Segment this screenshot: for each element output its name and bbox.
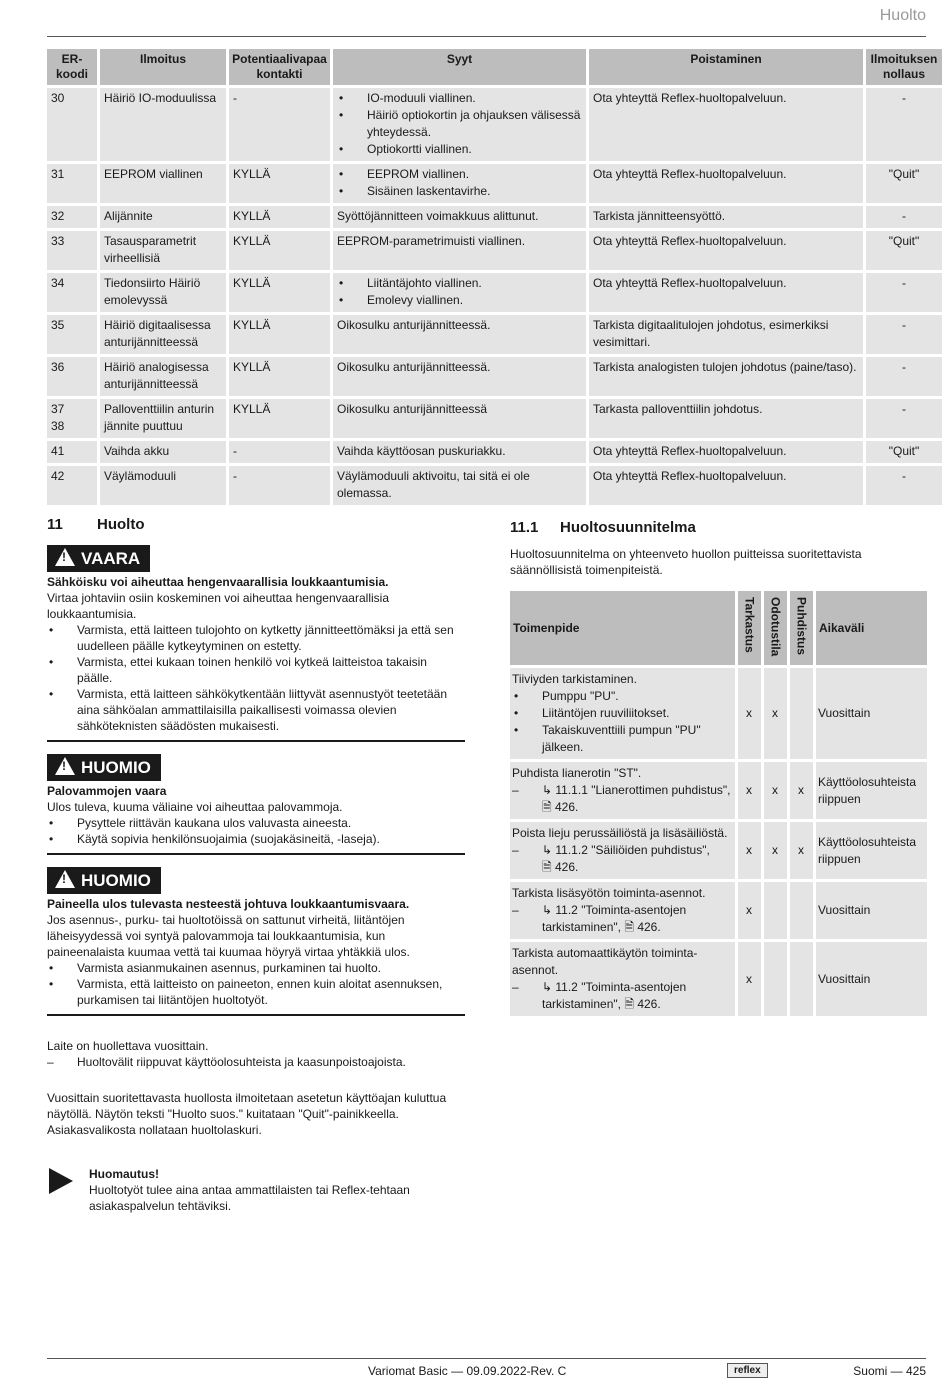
maintenance-plan-table <box>507 588 930 1019</box>
cross-reference-icon: ↳ <box>542 783 556 797</box>
cell-fix: Tarkista analogisten tulojen johdotus (paine/taso). <box>589 357 863 396</box>
col-header: Ilmoituksen nollaus <box>866 49 942 85</box>
cell-code: 36 <box>47 357 97 396</box>
cell-causes <box>333 88 586 161</box>
warning-title: Palovammojen vaara <box>47 784 167 798</box>
table-header-row <box>47 49 942 85</box>
list-item: • Käytä sopivia henkilönsuojaimia (suojakäsineitä, -laseja). <box>47 831 465 847</box>
cell-interval: Vuosittain <box>816 942 927 1016</box>
list-item: • Takaiskuventtiili pumpun "PU" jälkeen. <box>512 722 732 756</box>
warning-text: Virtaa johtaviin osiin koskeminen voi aiheuttaa hengenvaarallisia loukkaantumisia. <box>47 591 389 621</box>
caution-notice <box>47 754 465 855</box>
cell-task: Tarkista lisäsyötön toiminta-asennot. – ↳ 11.2 "Toiminta-asentojen tarkistaminen", 🗎 426. <box>510 882 735 939</box>
cell-contact: KYLLÄ <box>229 164 330 203</box>
list-item: • Pysyttele riittävän kaukana ulos valuvasta aineesta. <box>47 815 465 831</box>
note-box <box>47 1166 465 1214</box>
arrow-icon <box>49 1168 73 1194</box>
col-header: Toimenpide <box>510 591 735 665</box>
cell-task: Poista lieju perussäiliöstä ja lisäsäiliöstä. – ↳ 11.1.2 "Säiliöiden puhdistus", 🗎 426. <box>510 822 735 879</box>
cell-cause: Oikosulku anturijännitteessä. <box>333 315 586 354</box>
cell-code: 31 <box>47 164 97 203</box>
cell-check: x <box>738 882 761 939</box>
col-header: Potentiaalivapaa kontakti <box>229 49 330 85</box>
table-row <box>47 231 942 270</box>
intro-text: Huoltosuunnitelma on yhteenveto huollon puitteissa suoritettavista säännöllisistä toimenpiteistä. <box>510 547 862 577</box>
table-row <box>47 88 942 161</box>
list-item: • IO-moduuli viallinen. <box>337 90 582 107</box>
cell-reset: - <box>866 273 942 312</box>
warning-badge: !VAARA <box>47 545 150 572</box>
section-11 <box>47 515 465 1214</box>
running-header: Huolto <box>879 7 926 24</box>
list-item: – ↳ 11.1.2 "Säiliöiden puhdistus", 🗎 426. <box>512 842 732 876</box>
table-row <box>47 164 942 203</box>
cell-standby: x <box>764 822 787 879</box>
cell-clean <box>790 942 813 1016</box>
cell-cause: Oikosulku anturijännitteessä. <box>333 357 586 396</box>
cell-message: Häiriö IO-moduulissa <box>100 88 226 161</box>
list-item: • Varmista, että laitteen sähkökytkentään liittyvät asennustyöt teetetään aina sähköalan ammattilaisilla paikallisesti voimassa olevien sähköteknisten säädösten mukaisesti. <box>47 686 465 734</box>
col-header: Poistaminen <box>589 49 863 85</box>
cell-code: 35 <box>47 315 97 354</box>
table-row <box>47 357 942 396</box>
cell-message: Vaihda akku <box>100 441 226 463</box>
cell-cause: Syöttöjännitteen voimakkuus alittunut. <box>333 206 586 228</box>
col-header: Ilmoitus <box>100 49 226 85</box>
cell-task: Puhdista lianerotin "ST". – ↳ 11.1.1 "Lianerottimen puhdistus", 🗎 426. <box>510 762 735 819</box>
warning-triangle-icon <box>55 757 75 775</box>
note-text: Huoltotyöt tulee aina antaa ammattilaisten tai Reflex-tehtaan asiakaspalvelun tehtäviksi. <box>89 1183 410 1213</box>
cell-cause: EEPROM-parametrimuisti viallinen. <box>333 231 586 270</box>
col-header: Syyt <box>333 49 586 85</box>
cell-check: x <box>738 942 761 1016</box>
cell-causes <box>333 273 586 312</box>
cell-fix: Ota yhteyttä Reflex-huoltopalveluun. <box>589 273 863 312</box>
list-item: – ↳ 11.2 "Toiminta-asentojen tarkistaminen", 🗎 426. <box>512 979 732 1013</box>
caution-notice <box>47 867 465 1016</box>
table-row <box>47 273 942 312</box>
cell-code: 32 <box>47 206 97 228</box>
cell-reset: - <box>866 466 942 505</box>
list-item: • Häiriö optiokortin ja ohjauksen välisessä yhteydessä. <box>337 107 582 141</box>
cell-fix: Ota yhteyttä Reflex-huoltopalveluun. <box>589 231 863 270</box>
cell-message: Väylämoduuli <box>100 466 226 505</box>
list-item: • Liitäntäjohto viallinen. <box>337 275 582 292</box>
cell-interval: Käyttöolosuhteista riippuen <box>816 762 927 819</box>
cell-causes <box>333 164 586 203</box>
cell-message: Palloventtiilin anturin jännite puuttuu <box>100 399 226 438</box>
warning-text: Ulos tuleva, kuuma väliaine voi aiheuttaa palovammoja. <box>47 800 343 814</box>
cell-clean <box>790 882 813 939</box>
warning-title: Sähköisku voi aiheuttaa hengenvaarallisia loukkaantumisia. <box>47 575 389 589</box>
cell-standby <box>764 942 787 1016</box>
table-header-row <box>510 591 927 665</box>
cell-fix: Ota yhteyttä Reflex-huoltopalveluun. <box>589 88 863 161</box>
page-icon: 🗎 <box>624 997 634 1011</box>
cell-contact: KYLLÄ <box>229 206 330 228</box>
cell-check: x <box>738 822 761 879</box>
cell-interval: Käyttöolosuhteista riippuen <box>816 822 927 879</box>
col-header: Tarkastus <box>738 591 761 665</box>
cell-reset: - <box>866 399 942 438</box>
cell-clean: x <box>790 762 813 819</box>
col-header: Odotustila <box>764 591 787 665</box>
cell-message: Tiedonsiirto Häiriö emolevyssä <box>100 273 226 312</box>
footer-rule <box>47 1358 926 1359</box>
cell-code: 37 38 <box>47 399 97 438</box>
error-code-table <box>44 46 945 508</box>
cell-reset: - <box>866 88 942 161</box>
cell-fix: Ota yhteyttä Reflex-huoltopalveluun. <box>589 441 863 463</box>
danger-notice <box>47 545 465 742</box>
table-row <box>47 315 942 354</box>
cell-clean <box>790 668 813 759</box>
section-11-1 <box>510 518 927 1019</box>
list-item: – ↳ 11.1.1 "Lianerottimen puhdistus", 🗎 426. <box>512 782 732 816</box>
cell-check: x <box>738 762 761 819</box>
warning-text: Jos asennus-, purku- tai huoltotöissä on sattunut virheitä, liitäntöjen läheisyydessä voi syntyä palovammoja tai loukkaantumisia, kun paineenalaista kuumaa vettä tai kuumaa höyryä virtaa yhtäkkiä ulos. <box>47 913 410 959</box>
cell-cause: Väylämoduuli aktivoitu, tai sitä ei ole olemassa. <box>333 466 586 505</box>
reflex-logo: reflex <box>727 1363 768 1378</box>
warning-title: Paineella ulos tulevasta nesteestä johtuva loukkaantumisvaara. <box>47 897 410 911</box>
cell-message: Alijännite <box>100 206 226 228</box>
cell-code: 41 <box>47 441 97 463</box>
cell-contact: - <box>229 466 330 505</box>
cell-message: Häiriö analogisessa anturijännitteessä <box>100 357 226 396</box>
page-icon: 🗎 <box>542 860 552 874</box>
cross-reference-icon: ↳ <box>542 980 556 994</box>
cell-fix: Ota yhteyttä Reflex-huoltopalveluun. <box>589 164 863 203</box>
cell-clean: x <box>790 822 813 879</box>
cell-reset: "Quit" <box>866 231 942 270</box>
list-item: – ↳ 11.2 "Toiminta-asentojen tarkistaminen", 🗎 426. <box>512 902 732 936</box>
page-icon: 🗎 <box>542 800 552 814</box>
cell-message: Häiriö digitaalisessa anturijännitteessä <box>100 315 226 354</box>
cross-reference-icon: ↳ <box>542 843 556 857</box>
cell-reset: - <box>866 315 942 354</box>
list-item: • Varmista asianmukainen asennus, purkaminen tai huolto. <box>47 960 465 976</box>
table-row <box>47 466 942 505</box>
cell-message: Tasausparametrit virheellisiä <box>100 231 226 270</box>
cell-standby <box>764 882 787 939</box>
table-row <box>510 822 927 879</box>
header-rule <box>47 36 926 37</box>
cell-fix: Tarkasta palloventtiilin johdotus. <box>589 399 863 438</box>
col-header: Aikaväli <box>816 591 927 665</box>
cell-standby: x <box>764 668 787 759</box>
paragraph: Laite on huollettava vuosittain. – Huoltovälit riippuvat käyttöolosuhteista ja kaasunpoistoajoista. <box>47 1038 465 1070</box>
cell-reset: "Quit" <box>866 441 942 463</box>
table-row <box>510 762 927 819</box>
cell-contact: KYLLÄ <box>229 315 330 354</box>
cell-contact: KYLLÄ <box>229 273 330 312</box>
cell-contact: KYLLÄ <box>229 399 330 438</box>
cell-code: 34 <box>47 273 97 312</box>
cell-message: EEPROM viallinen <box>100 164 226 203</box>
paragraph: Vuosittain suoritettavasta huollosta ilmoitetaan asetetun käyttöajan kuluttua näytöllä. Näytön teksti "Huolto suos." kuitataan "Quit"-painikkeella. Asiakasvalikosta nollataan huoltolaskuri. <box>47 1091 447 1137</box>
table-row <box>510 668 927 759</box>
cell-fix: Tarkista digitaalitulojen johdotus, esimerkiksi vesimittari. <box>589 315 863 354</box>
cell-cause: Vaihda käyttöosan puskuriakku. <box>333 441 586 463</box>
cell-task: Tiiviyden tarkistaminen. • Pumppu "PU". • Liitäntöjen ruuviliitokset. • Takaiskuventtiili pumpun "PU" jälkeen. <box>510 668 735 759</box>
cell-code: 33 <box>47 231 97 270</box>
list-item: • EEPROM viallinen. <box>337 166 582 183</box>
section-heading: 11.1 Huoltosuunnitelma <box>510 519 696 536</box>
section-heading: 11 Huolto <box>47 516 145 533</box>
warning-triangle-icon <box>55 870 75 888</box>
cell-check: x <box>738 668 761 759</box>
cell-code: 30 <box>47 88 97 161</box>
cell-contact: KYLLÄ <box>229 357 330 396</box>
cell-reset: - <box>866 206 942 228</box>
cell-contact: - <box>229 88 330 161</box>
page-icon: 🗎 <box>624 920 634 934</box>
cell-reset: "Quit" <box>866 164 942 203</box>
list-item: • Varmista, ettei kukaan toinen henkilö voi kytkeä laitteistoa takaisin päälle. <box>47 654 465 686</box>
note-title: Huomautus! <box>89 1167 159 1181</box>
list-item: • Liitäntöjen ruuviliitokset. <box>512 705 732 722</box>
table-row <box>47 441 942 463</box>
cell-task: Tarkista automaattikäytön toiminta-asennot. – ↳ 11.2 "Toiminta-asentojen tarkistaminen", 🗎 426. <box>510 942 735 1016</box>
cell-fix: Tarkista jännitteensyöttö. <box>589 206 863 228</box>
warning-badge: !HUOMIO <box>47 754 161 781</box>
cell-cause: Oikosulku anturijännitteessä <box>333 399 586 438</box>
cell-contact: KYLLÄ <box>229 231 330 270</box>
table-row <box>510 942 927 1016</box>
list-item: • Optiokortti viallinen. <box>337 141 582 158</box>
cell-interval: Vuosittain <box>816 668 927 759</box>
list-item: • Sisäinen laskentavirhe. <box>337 183 582 200</box>
table-row <box>510 882 927 939</box>
cell-reset: - <box>866 357 942 396</box>
footer-page: Suomi — 425 <box>853 1364 926 1378</box>
col-header: ER- koodi <box>47 49 97 85</box>
cell-contact: - <box>229 441 330 463</box>
cross-reference-icon: ↳ <box>542 903 556 917</box>
list-item: • Varmista, että laitteen tulojohto on kytketty jännitteettömäksi ja että sen uudelleen päälle kytkeytyminen on estetty. <box>47 622 465 654</box>
footer-doc-info: Variomat Basic — 09.09.2022-Rev. C <box>368 1364 567 1378</box>
cell-standby: x <box>764 762 787 819</box>
warning-triangle-icon <box>55 548 75 566</box>
cell-code: 42 <box>47 466 97 505</box>
list-item: • Emolevy viallinen. <box>337 292 582 309</box>
table-row <box>47 206 942 228</box>
cell-interval: Vuosittain <box>816 882 927 939</box>
col-header: Puhdistus <box>790 591 813 665</box>
cell-fix: Ota yhteyttä Reflex-huoltopalveluun. <box>589 466 863 505</box>
table-row <box>47 399 942 438</box>
list-item: • Pumppu "PU". <box>512 688 732 705</box>
list-item: • Varmista, että laitteisto on paineeton, ennen kuin aloitat asennuksen, purkamisen tai liitäntöjen huoltotyöt. <box>47 976 465 1008</box>
list-item: – Huoltovälit riippuvat käyttöolosuhteista ja kaasunpoistoajoista. <box>47 1054 465 1070</box>
warning-badge: !HUOMIO <box>47 867 161 894</box>
